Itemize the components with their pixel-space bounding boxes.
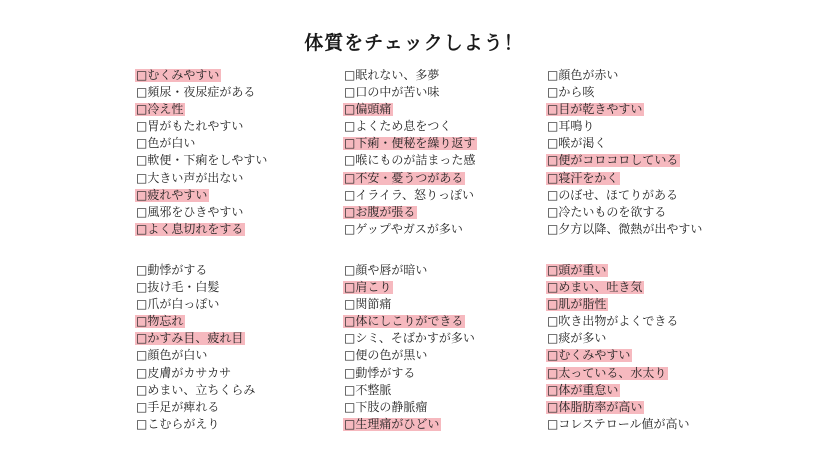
checklist-item [546, 382, 692, 399]
checklist-item [135, 399, 257, 416]
item-label: □よくため息をつく [344, 119, 452, 134]
item-label: □便の色が黒い [344, 348, 428, 363]
item-label: □ゲップやガスが多い [344, 221, 463, 236]
highlighted-item-label: □目が乾きやすい [547, 102, 643, 117]
checklist-item [343, 399, 477, 416]
item-label: □耳鳴り [547, 119, 595, 134]
highlighted-item-label: □むくみやすい [136, 68, 220, 82]
checklist-item [343, 221, 477, 238]
item-label: □関節痛 [344, 297, 392, 312]
item-label: □顔色が白い [136, 348, 208, 363]
checklist-item [343, 67, 477, 84]
checklist-item [135, 187, 269, 204]
item-label: □軟便・下痢をしやすい [136, 153, 268, 168]
checklist-item [343, 347, 477, 364]
item-label: □大きい声が出ない [136, 170, 244, 185]
checklist-item [546, 279, 692, 296]
highlighted-item-label: □疲れやすい [136, 187, 208, 202]
checklist-group-5 [343, 262, 477, 433]
checklist-item [546, 101, 704, 118]
checklist-item [546, 204, 704, 221]
item-label: □こむらがえり [136, 416, 220, 431]
highlighted-item-label: □体が重怠い [547, 382, 619, 397]
highlighted-item-label: □太っている、水太り [547, 365, 667, 380]
highlighted-item-label: □下痢・便秘を繰り返す [344, 136, 476, 151]
checklist-item [343, 296, 477, 313]
checklist-item [135, 135, 269, 152]
highlighted-item-label: □体にしこりができる [344, 314, 464, 329]
checklist-item [546, 187, 704, 204]
item-label: □動悸がする [344, 365, 416, 380]
checklist-item [343, 313, 477, 330]
checklist-item [343, 84, 477, 101]
checklist-item [546, 67, 704, 84]
item-label: □風邪をひきやすい [136, 204, 244, 219]
item-label: □頻尿・夜尿症がある [136, 85, 256, 100]
checklist-item [343, 204, 477, 221]
checklist-item [343, 279, 477, 296]
item-label: □吹き出物がよくできる [547, 314, 679, 329]
highlighted-item-label: □便がコロコロしている [547, 153, 679, 168]
item-label: □から咳 [547, 85, 595, 100]
checklist-item [135, 330, 257, 347]
item-label: □口の中が苦い味 [344, 85, 440, 100]
checklist-group-4 [135, 262, 257, 433]
checklist-item [343, 262, 477, 279]
checklist-item [343, 416, 477, 433]
checklist-item [343, 170, 477, 187]
item-label: □顔や唇が暗い [344, 263, 428, 277]
item-label: □喉が渇く [547, 136, 607, 151]
checklist-item [546, 313, 692, 330]
checklist-item [135, 365, 257, 382]
checklist-item [135, 313, 257, 330]
checklist-item [135, 279, 257, 296]
checklist-item [135, 101, 269, 118]
item-label: □爪が白っぽい [136, 297, 220, 312]
highlighted-item-label: □肩こり [344, 280, 392, 295]
highlighted-item-label: □体脂肪率が高い [547, 399, 643, 414]
checklist-item [135, 170, 269, 187]
highlighted-item-label: □頭が重い [547, 263, 607, 277]
item-label: □コレステロール値が高い [547, 416, 690, 431]
checklist-item [546, 365, 692, 382]
item-label: □夕方以降、微熱が出やすい [547, 221, 703, 236]
checklist-item [343, 101, 477, 118]
checklist-item [343, 187, 477, 204]
checklist-group-6 [546, 262, 692, 433]
checklist-group-2 [343, 67, 477, 238]
item-label: □不整脈 [344, 382, 392, 397]
checklist-item [546, 152, 704, 169]
checklist-group-1 [135, 67, 269, 238]
highlighted-item-label: □かすみ目、疲れ目 [136, 331, 244, 346]
checklist-item [546, 296, 692, 313]
checklist-item [135, 152, 269, 169]
highlighted-item-label: □肌が脂性 [547, 297, 607, 312]
checklist-item [135, 262, 257, 279]
checklist-item [546, 135, 704, 152]
checklist-item [135, 221, 269, 238]
checklist-item [135, 382, 257, 399]
checklist-item [343, 152, 477, 169]
checklist-item [546, 221, 704, 238]
checklist-item [135, 84, 269, 101]
checklist-item [343, 330, 477, 347]
checklist-item [343, 135, 477, 152]
highlighted-item-label: □お腹が張る [344, 204, 416, 219]
highlighted-item-label: □むくみやすい [547, 348, 631, 363]
checklist-item [546, 347, 692, 364]
checklist-item [546, 262, 692, 279]
item-label: □痰が多い [547, 331, 607, 346]
checklist-item [343, 118, 477, 135]
item-label: □抜け毛・白髪 [136, 280, 220, 295]
item-label: □皮膚がカサカサ [136, 365, 232, 380]
checklist-item [135, 67, 269, 84]
highlighted-item-label: □よく息切れをする [136, 221, 244, 236]
highlighted-item-label: □不安・憂うつがある [344, 170, 464, 185]
checklist-item [343, 382, 477, 399]
item-label: □喉にものが詰まった感 [344, 153, 476, 168]
checklist-group-3 [546, 67, 704, 238]
item-label: □下肢の静脈瘤 [344, 399, 428, 414]
checklist-item [343, 365, 477, 382]
item-label: □眠れない、多夢 [344, 68, 440, 82]
checklist-item [546, 330, 692, 347]
highlighted-item-label: □寝汗をかく [547, 170, 619, 185]
checklist-item [546, 416, 692, 433]
checklist-item [546, 118, 704, 135]
highlighted-item-label: □物忘れ [136, 314, 184, 329]
item-label: □手足が痺れる [136, 399, 220, 414]
highlighted-item-label: □偏頭痛 [344, 102, 392, 117]
item-label: □胃がもたれやすい [136, 119, 244, 134]
checklist-item [135, 347, 257, 364]
item-label: □動悸がする [136, 263, 208, 277]
item-label: □顔色が赤い [547, 68, 619, 82]
item-label: □シミ、そばかすが多い [344, 331, 475, 346]
checklist-item [135, 296, 257, 313]
page-title: 体質をチェックしよう！ [304, 32, 524, 54]
checklist-item [135, 204, 269, 221]
item-label: □冷たいものを欲する [547, 204, 667, 219]
checklist-item [135, 416, 257, 433]
item-label: □めまい、立ちくらみ [136, 382, 256, 397]
item-label: □のぼせ、ほてりがある [547, 187, 678, 202]
highlighted-item-label: □めまい、吐き気 [547, 280, 643, 295]
item-label: □イライラ、怒りっぽい [344, 187, 475, 202]
checklist-item [135, 118, 269, 135]
checklist-item [546, 399, 692, 416]
highlighted-item-label: □生理痛がひどい [344, 416, 440, 431]
checklist-item [546, 84, 704, 101]
checklist-item [546, 170, 704, 187]
highlighted-item-label: □冷え性 [136, 102, 184, 117]
item-label: □色が白い [136, 136, 196, 151]
